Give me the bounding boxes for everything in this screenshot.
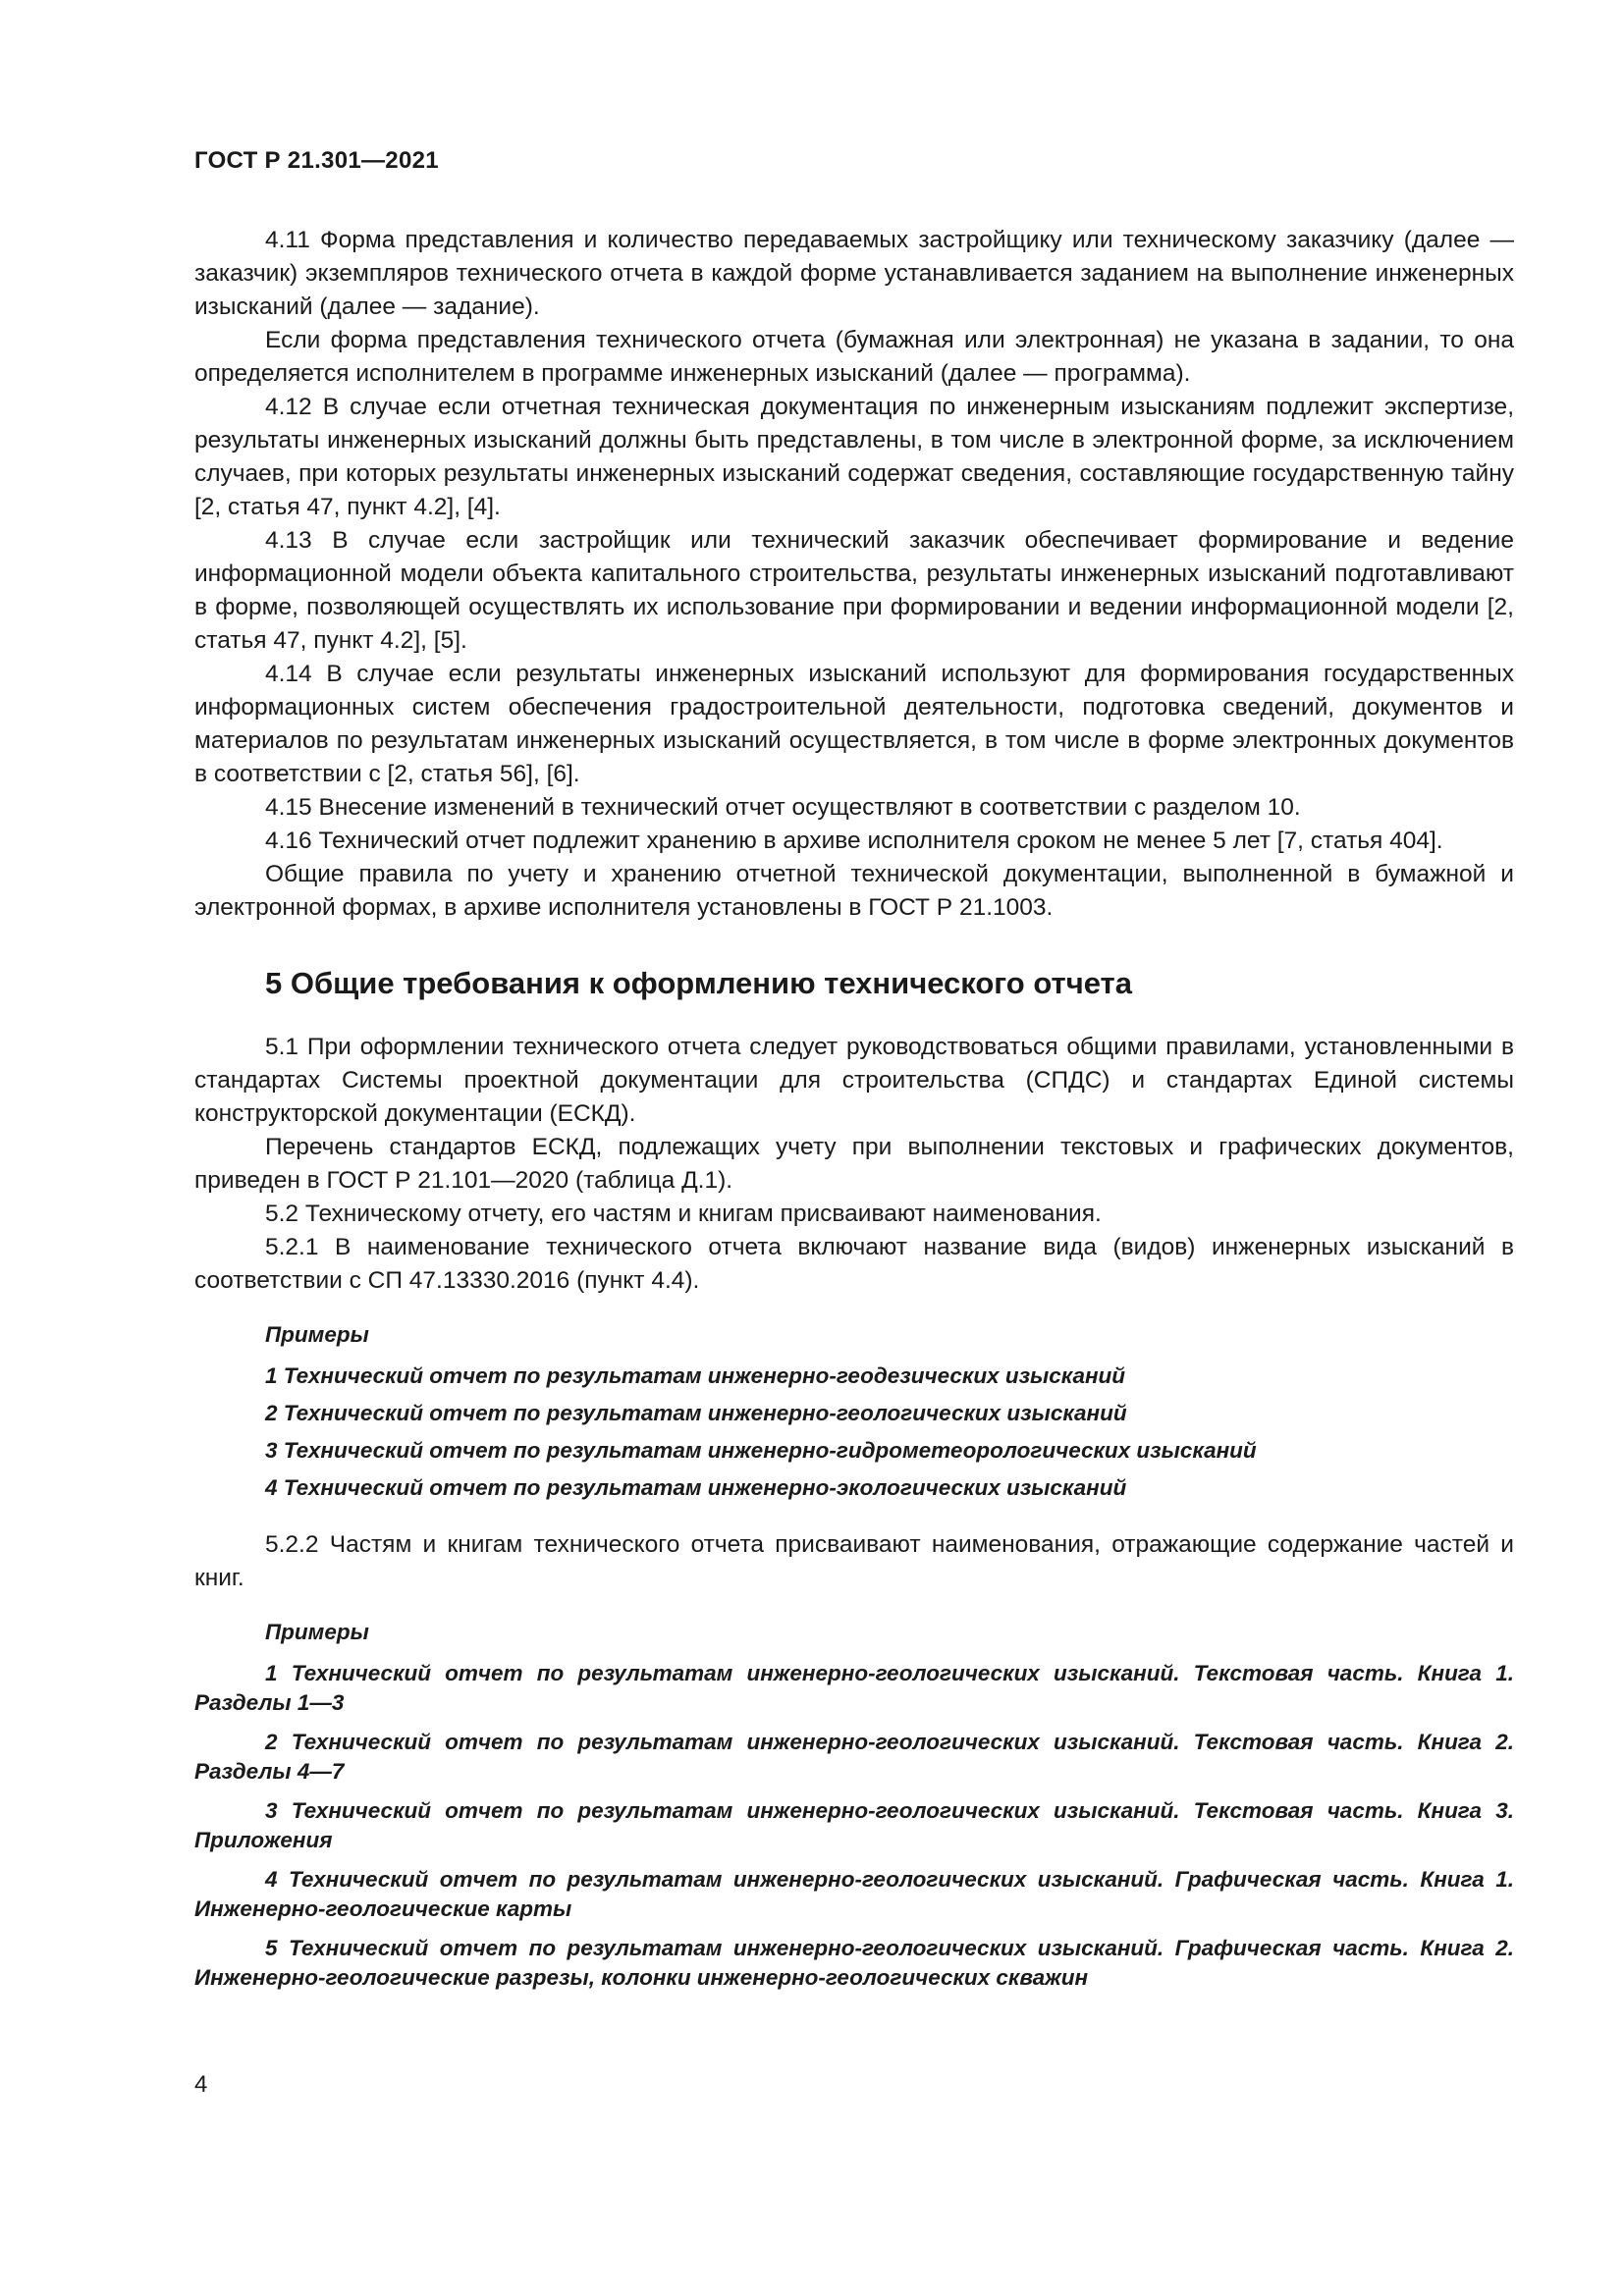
example-item: 1 Технический отчет по результатам инженерно-геодезических изысканий xyxy=(265,1363,1126,1388)
example-item: 2 Технический отчет по результатам инженерно-геологических изысканий. Текстовая часть. Книга 2. Разделы 4—7 xyxy=(194,1730,1514,1784)
example-item: 3 Технический отчет по результатам инженерно-геологических изысканий. Текстовая часть. Книга 3. Приложения xyxy=(194,1798,1514,1852)
paragraph-4-12: 4.12 В случае если отчетная техническая документация по инженерным изысканиям подлежит экспертизе, результаты инженерных изысканий должны быть представлены, в том числе в электронной форме, за исключением случаев, при которых результаты инженерных изысканий содержат сведения, составляющие государственную тайну [2, статья 47, пункт 4.2], [4]. xyxy=(194,394,1514,520)
page-number: 4 xyxy=(194,2071,208,2098)
example-item: 1 Технический отчет по результатам инженерно-геологических изысканий. Текстовая часть. Книга 1. Разделы 1—3 xyxy=(194,1661,1514,1715)
paragraph-5-1-note: Перечень стандартов ЕСКД, подлежащих учету при выполнении текстовых и графических документов, приведен в ГОСТ Р 21.101—2020 (таблица Д.1). xyxy=(194,1134,1514,1194)
example-item: 4 Технический отчет по результатам инженерно-экологических изысканий xyxy=(265,1475,1127,1500)
paragraph-4-15: 4.15 Внесение изменений в технический отчет осуществляют в соответствии с разделом 10. xyxy=(265,794,1301,821)
paragraph-5-2-2: 5.2.2 Частям и книгам технического отчета присваивают наименования, отражающие содержание частей и книг. xyxy=(194,1531,1514,1591)
examples-title: Примеры xyxy=(265,1620,369,1644)
example-item: 2 Технический отчет по результатам инженерно-геологических изысканий xyxy=(265,1401,1127,1425)
paragraph-4-11-note: Если форма представления технического отчета (бумажная или электронная) не указана в задании, то она определяется исполнителем в программе инженерных изысканий (далее — программа). xyxy=(194,327,1514,387)
document-body xyxy=(194,224,1514,2002)
paragraph-5-1: 5.1 При оформлении технического отчета следует руководствоваться общими правилами, установленными в стандартах Системы проектной документации для строительства (СПДС) и стандартах Единой системы конструкторской документации (ЕСКД). xyxy=(194,1034,1514,1127)
paragraph-4-13: 4.13 В случае если застройщик или технический заказчик обеспечивает формирование и ведение информационной модели объекта капитального строительства, результаты инженерных изысканий подготавливают в форме, позволяющей осуществлять их использование при формировании и ведении информационной модели [2, статья 47, пункт 4.2], [5]. xyxy=(194,527,1514,654)
example-item: 5 Технический отчет по результатам инженерно-геологических изысканий. Графическая часть. Книга 2. Инженерно-геологические разрезы, колонки инженерно-геологических скважин xyxy=(194,1936,1514,1990)
paragraph-4-11: 4.11 Форма представления и количество передаваемых застройщику или техническому заказчику (далее — заказчик) экземпляров технического отчета в каждой форме устанавливается заданием на выполнение инженерных изысканий (далее — задание). xyxy=(194,227,1514,320)
document-header: ГОСТ Р 21.301—2021 xyxy=(194,147,439,174)
paragraph-5-2-1: 5.2.1 В наименование технического отчета включают название вида (видов) инженерных изысканий в соответствии с СП 47.13330.2016 (пункт 4.4). xyxy=(194,1234,1514,1294)
paragraph-5-2: 5.2 Техническому отчету, его частям и книгам присваивают наименования. xyxy=(265,1201,1102,1227)
example-item: 4 Технический отчет по результатам инженерно-геологических изысканий. Графическая часть. Книга 1. Инженерно-геологические карты xyxy=(194,1867,1514,1921)
examples-title: Примеры xyxy=(265,1322,369,1347)
example-item: 3 Технический отчет по результатам инженерно-гидрометеорологических изысканий xyxy=(265,1438,1257,1463)
section-5-title: 5 Общие требования к оформлению технического отчета xyxy=(265,966,1132,1000)
paragraph-4-16: 4.16 Технический отчет подлежит хранению в архиве исполнителя сроком не менее 5 лет [7, статья 404]. xyxy=(265,828,1443,854)
paragraph-4-16-note: Общие правила по учету и хранению отчетной технической документации, выполненной в бумажной и электронной формах, в архиве исполнителя установлены в ГОСТ Р 21.1003. xyxy=(194,861,1514,921)
paragraph-4-14: 4.14 В случае если результаты инженерных изысканий используют для формирования государственных информационных систем обеспечения градостроительной деятельности, подготовка сведений, документов и материалов по результатам инженерных изысканий осуществляется, в том числе в форме электронных документов в соответствии с [2, статья 56], [6]. xyxy=(194,661,1514,787)
